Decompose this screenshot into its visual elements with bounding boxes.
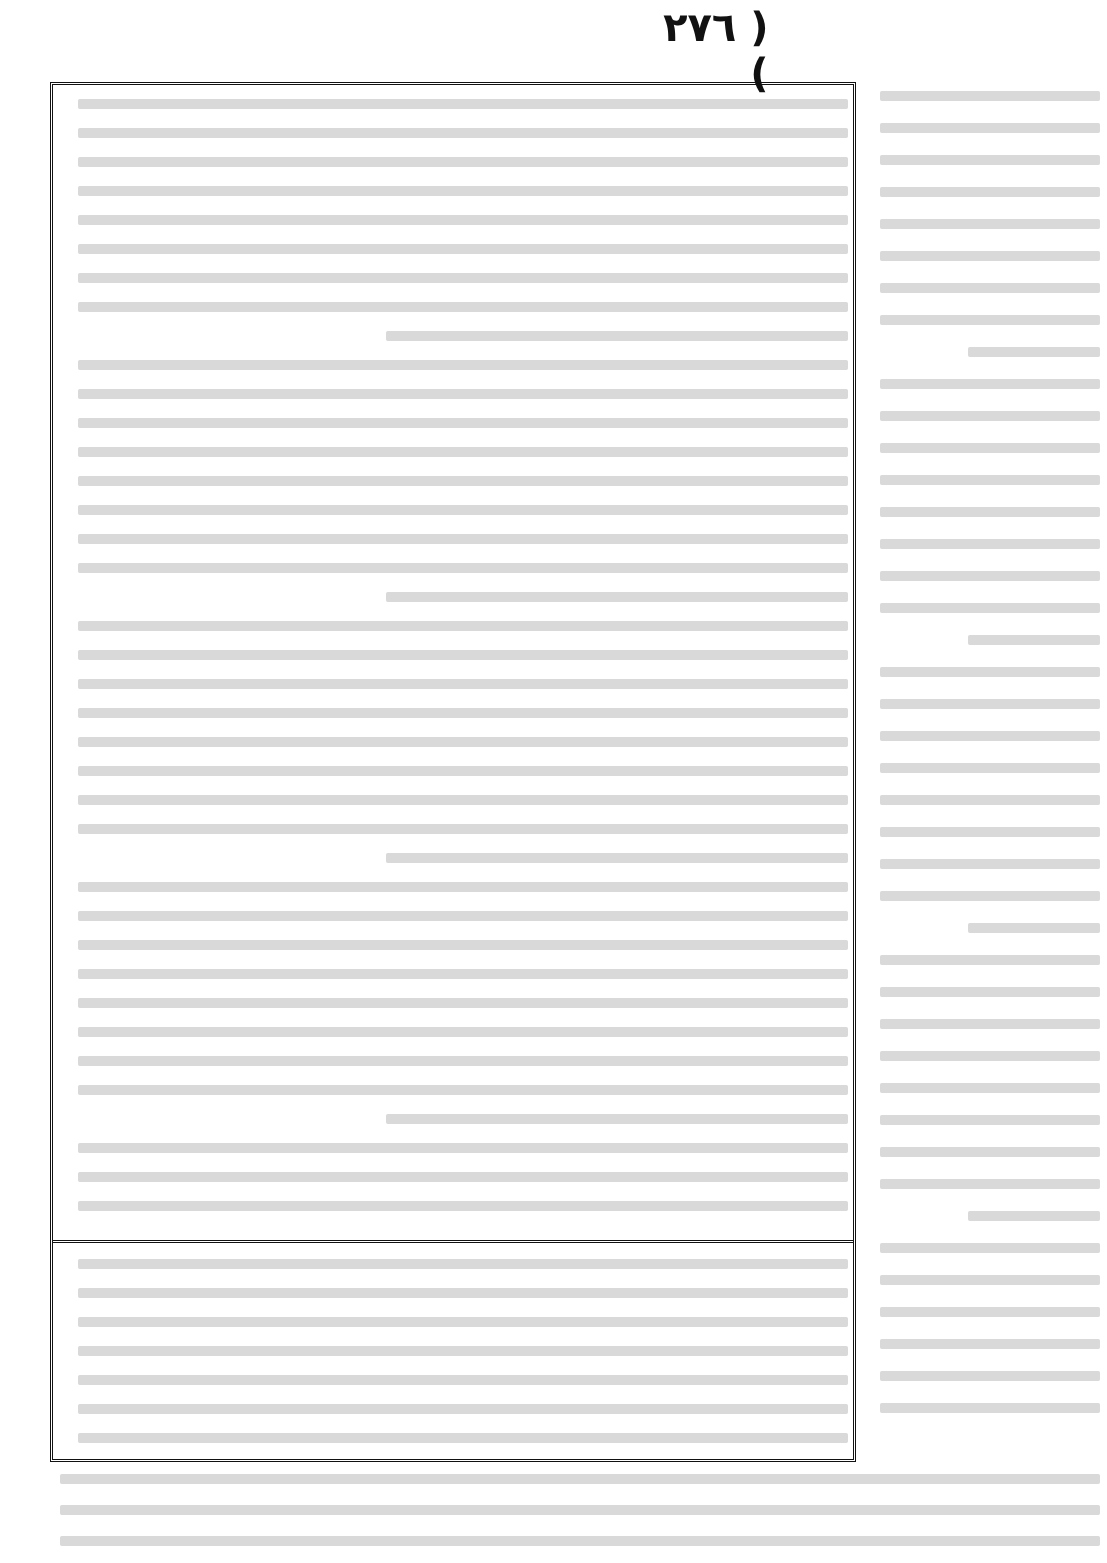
main-text-line <box>58 177 848 203</box>
bottom-text-line-placeholder <box>60 1536 1100 1546</box>
side-column-line <box>862 370 1100 399</box>
footnote-line <box>58 1250 848 1276</box>
side-column-line-placeholder <box>880 443 1100 453</box>
footnote-line-placeholder <box>78 1346 848 1356</box>
footnote-line-placeholder <box>78 1259 848 1269</box>
main-text-line <box>58 1192 848 1218</box>
main-text-line-placeholder <box>78 621 848 631</box>
side-column-line-placeholder <box>880 155 1100 165</box>
main-text-line <box>58 873 848 899</box>
main-text-line <box>58 467 848 493</box>
main-commentary-text <box>58 90 848 1230</box>
side-column-line <box>862 594 1100 623</box>
main-text-line-placeholder <box>78 563 848 573</box>
side-column-line-placeholder <box>880 1115 1100 1125</box>
side-column-line-placeholder <box>880 1083 1100 1093</box>
main-text-line-placeholder <box>78 1172 848 1182</box>
main-text-line-placeholder <box>78 505 848 515</box>
main-text-line-placeholder <box>78 969 848 979</box>
page-number: ( ٢٧٦ ) <box>663 5 769 97</box>
main-text-line <box>58 525 848 551</box>
main-text-line-placeholder <box>78 824 848 834</box>
main-text-line-placeholder <box>78 99 848 109</box>
main-text-line-placeholder <box>78 708 848 718</box>
main-text-line <box>58 960 848 986</box>
main-text-line-placeholder <box>78 911 848 921</box>
side-column-line <box>862 402 1100 431</box>
main-text-line <box>58 699 848 725</box>
side-column-line-placeholder <box>880 315 1100 325</box>
main-text-line <box>58 844 848 870</box>
main-text-line <box>58 1163 848 1189</box>
main-text-line-placeholder <box>78 795 848 805</box>
main-text-line-placeholder <box>78 1201 848 1211</box>
side-column-line-placeholder <box>880 955 1100 965</box>
side-column-line-placeholder <box>880 251 1100 261</box>
side-column-line-placeholder <box>880 763 1100 773</box>
side-column-line-placeholder <box>880 795 1100 805</box>
side-column-line-placeholder <box>880 699 1100 709</box>
main-text-line-placeholder <box>78 389 848 399</box>
bottom-text-line <box>40 1527 1100 1555</box>
side-column-line-placeholder <box>880 123 1100 133</box>
side-column-line-placeholder <box>880 987 1100 997</box>
side-column-line-placeholder <box>880 731 1100 741</box>
main-text-line <box>58 902 848 928</box>
side-column-line-placeholder <box>968 635 1100 645</box>
main-text-line-placeholder <box>78 1143 848 1153</box>
side-column-line <box>862 434 1100 463</box>
side-column-line <box>862 882 1100 911</box>
main-text-line <box>58 322 848 348</box>
side-column-line-placeholder <box>880 475 1100 485</box>
side-column-line <box>862 562 1100 591</box>
side-column-line <box>862 1170 1100 1199</box>
side-column-line-placeholder <box>880 379 1100 389</box>
main-text-line <box>58 757 848 783</box>
side-column-line-placeholder <box>880 1403 1100 1413</box>
main-text-line <box>58 264 848 290</box>
side-column-line <box>862 946 1100 975</box>
side-column-line <box>862 338 1100 367</box>
footnote-line <box>58 1279 848 1305</box>
side-column-line <box>862 466 1100 495</box>
main-text-line <box>58 1076 848 1102</box>
side-column-line-placeholder <box>880 1019 1100 1029</box>
side-column-line-placeholder <box>880 91 1100 101</box>
side-column-line <box>862 274 1100 303</box>
side-column-line <box>862 210 1100 239</box>
side-column-line <box>862 1266 1100 1295</box>
main-text-line-placeholder <box>78 447 848 457</box>
main-text-line <box>58 815 848 841</box>
bottom-text-line <box>40 1465 1100 1493</box>
main-text-line-placeholder <box>386 331 848 341</box>
side-column-line <box>862 722 1100 751</box>
footnote-line <box>58 1308 848 1334</box>
side-column-line-placeholder <box>880 1371 1100 1381</box>
side-column-line <box>862 626 1100 655</box>
main-text-line-placeholder <box>78 273 848 283</box>
side-column-line <box>862 82 1100 111</box>
main-text-line-placeholder <box>78 244 848 254</box>
main-text-line-placeholder <box>78 737 848 747</box>
side-column-line <box>862 1202 1100 1231</box>
side-column-line-placeholder <box>880 283 1100 293</box>
side-column-line <box>862 178 1100 207</box>
main-text-line <box>58 438 848 464</box>
main-text-line-placeholder <box>386 853 848 863</box>
side-column-line-placeholder <box>880 1243 1100 1253</box>
side-column-line-placeholder <box>880 539 1100 549</box>
main-text-line <box>58 409 848 435</box>
side-column-line <box>862 1010 1100 1039</box>
main-text-line-placeholder <box>78 1085 848 1095</box>
main-text-line <box>58 206 848 232</box>
footnote-line-placeholder <box>78 1317 848 1327</box>
main-text-line <box>58 90 848 116</box>
side-column-line <box>862 658 1100 687</box>
bottom-text-line-placeholder <box>60 1474 1100 1484</box>
side-column-line-placeholder <box>880 891 1100 901</box>
main-text-line-placeholder <box>78 215 848 225</box>
side-column-line <box>862 1138 1100 1167</box>
main-text-line <box>58 351 848 377</box>
main-text-line-placeholder <box>78 998 848 1008</box>
side-column-line-placeholder <box>968 923 1100 933</box>
side-column-line <box>862 1362 1100 1391</box>
side-column-line-placeholder <box>880 603 1100 613</box>
main-text-line <box>58 612 848 638</box>
side-column-line <box>862 530 1100 559</box>
side-column-line-placeholder <box>880 411 1100 421</box>
footnote-line <box>58 1337 848 1363</box>
main-text-line-placeholder <box>78 360 848 370</box>
bottom-continuation-text <box>40 1465 1100 1560</box>
side-column-line <box>862 498 1100 527</box>
side-column-line-placeholder <box>880 1307 1100 1317</box>
footnote-line <box>58 1424 848 1450</box>
main-text-line-placeholder <box>78 418 848 428</box>
side-column-line <box>862 1042 1100 1071</box>
main-text-line-placeholder <box>78 157 848 167</box>
margin-commentary-column <box>862 82 1100 1462</box>
side-column-line <box>862 914 1100 943</box>
side-column-line <box>862 1074 1100 1103</box>
side-column-line-placeholder <box>880 859 1100 869</box>
side-column-line <box>862 786 1100 815</box>
footnote-line-placeholder <box>78 1375 848 1385</box>
running-header <box>50 5 1090 97</box>
main-text-line <box>58 583 848 609</box>
side-column-line <box>862 1394 1100 1423</box>
side-column-line-placeholder <box>880 1339 1100 1349</box>
main-text-line-placeholder <box>78 302 848 312</box>
footnote-text <box>58 1250 848 1455</box>
side-column-line-placeholder <box>880 219 1100 229</box>
main-text-line-placeholder <box>78 128 848 138</box>
side-column-line <box>862 978 1100 1007</box>
side-column-line <box>862 1106 1100 1135</box>
side-column-line-placeholder <box>968 1211 1100 1221</box>
main-text-line-placeholder <box>78 476 848 486</box>
main-text-line-placeholder <box>386 1114 848 1124</box>
footnote-line <box>58 1366 848 1392</box>
main-text-line <box>58 670 848 696</box>
side-column-line-placeholder <box>880 571 1100 581</box>
main-text-line <box>58 496 848 522</box>
main-text-line <box>58 554 848 580</box>
footnote-separator <box>52 1240 854 1243</box>
side-column-line <box>862 690 1100 719</box>
side-column-line <box>862 1234 1100 1263</box>
main-text-line-placeholder <box>78 1056 848 1066</box>
side-column-line <box>862 306 1100 335</box>
main-text-line <box>58 728 848 754</box>
main-text-line-placeholder <box>78 1027 848 1037</box>
side-column-line-placeholder <box>880 187 1100 197</box>
side-column-line-placeholder <box>880 827 1100 837</box>
main-text-line-placeholder <box>78 534 848 544</box>
side-column-line <box>862 146 1100 175</box>
main-text-line <box>58 293 848 319</box>
footnote-line-placeholder <box>78 1288 848 1298</box>
side-column-line-placeholder <box>880 667 1100 677</box>
main-text-line-placeholder <box>386 592 848 602</box>
main-text-line-placeholder <box>78 766 848 776</box>
main-text-line <box>58 641 848 667</box>
main-text-line-placeholder <box>78 679 848 689</box>
main-text-line <box>58 235 848 261</box>
side-column-line <box>862 1298 1100 1327</box>
main-text-line <box>58 931 848 957</box>
bottom-text-line <box>40 1496 1100 1524</box>
side-column-line <box>862 850 1100 879</box>
side-column-line-placeholder <box>968 347 1100 357</box>
main-text-line <box>58 1018 848 1044</box>
main-text-line-placeholder <box>78 186 848 196</box>
bottom-text-line-placeholder <box>60 1505 1100 1515</box>
side-column-line <box>862 242 1100 271</box>
main-text-line <box>58 1105 848 1131</box>
side-column-line-placeholder <box>880 507 1100 517</box>
side-column-line <box>862 818 1100 847</box>
main-text-line <box>58 786 848 812</box>
main-text-line <box>58 1047 848 1073</box>
side-column-line-placeholder <box>880 1147 1100 1157</box>
footnote-line <box>58 1395 848 1421</box>
main-text-line <box>58 989 848 1015</box>
side-column-line <box>862 754 1100 783</box>
side-column-line-placeholder <box>880 1179 1100 1189</box>
side-column-line-placeholder <box>880 1051 1100 1061</box>
side-column-line <box>862 1330 1100 1359</box>
main-text-line <box>58 380 848 406</box>
footnote-line-placeholder <box>78 1433 848 1443</box>
side-column-line-placeholder <box>880 1275 1100 1285</box>
footnote-line-placeholder <box>78 1404 848 1414</box>
main-text-line-placeholder <box>78 940 848 950</box>
main-text-line-placeholder <box>78 882 848 892</box>
main-text-line <box>58 1134 848 1160</box>
main-text-line <box>58 148 848 174</box>
main-text-line-placeholder <box>78 650 848 660</box>
side-column-line <box>862 114 1100 143</box>
main-text-line <box>58 119 848 145</box>
